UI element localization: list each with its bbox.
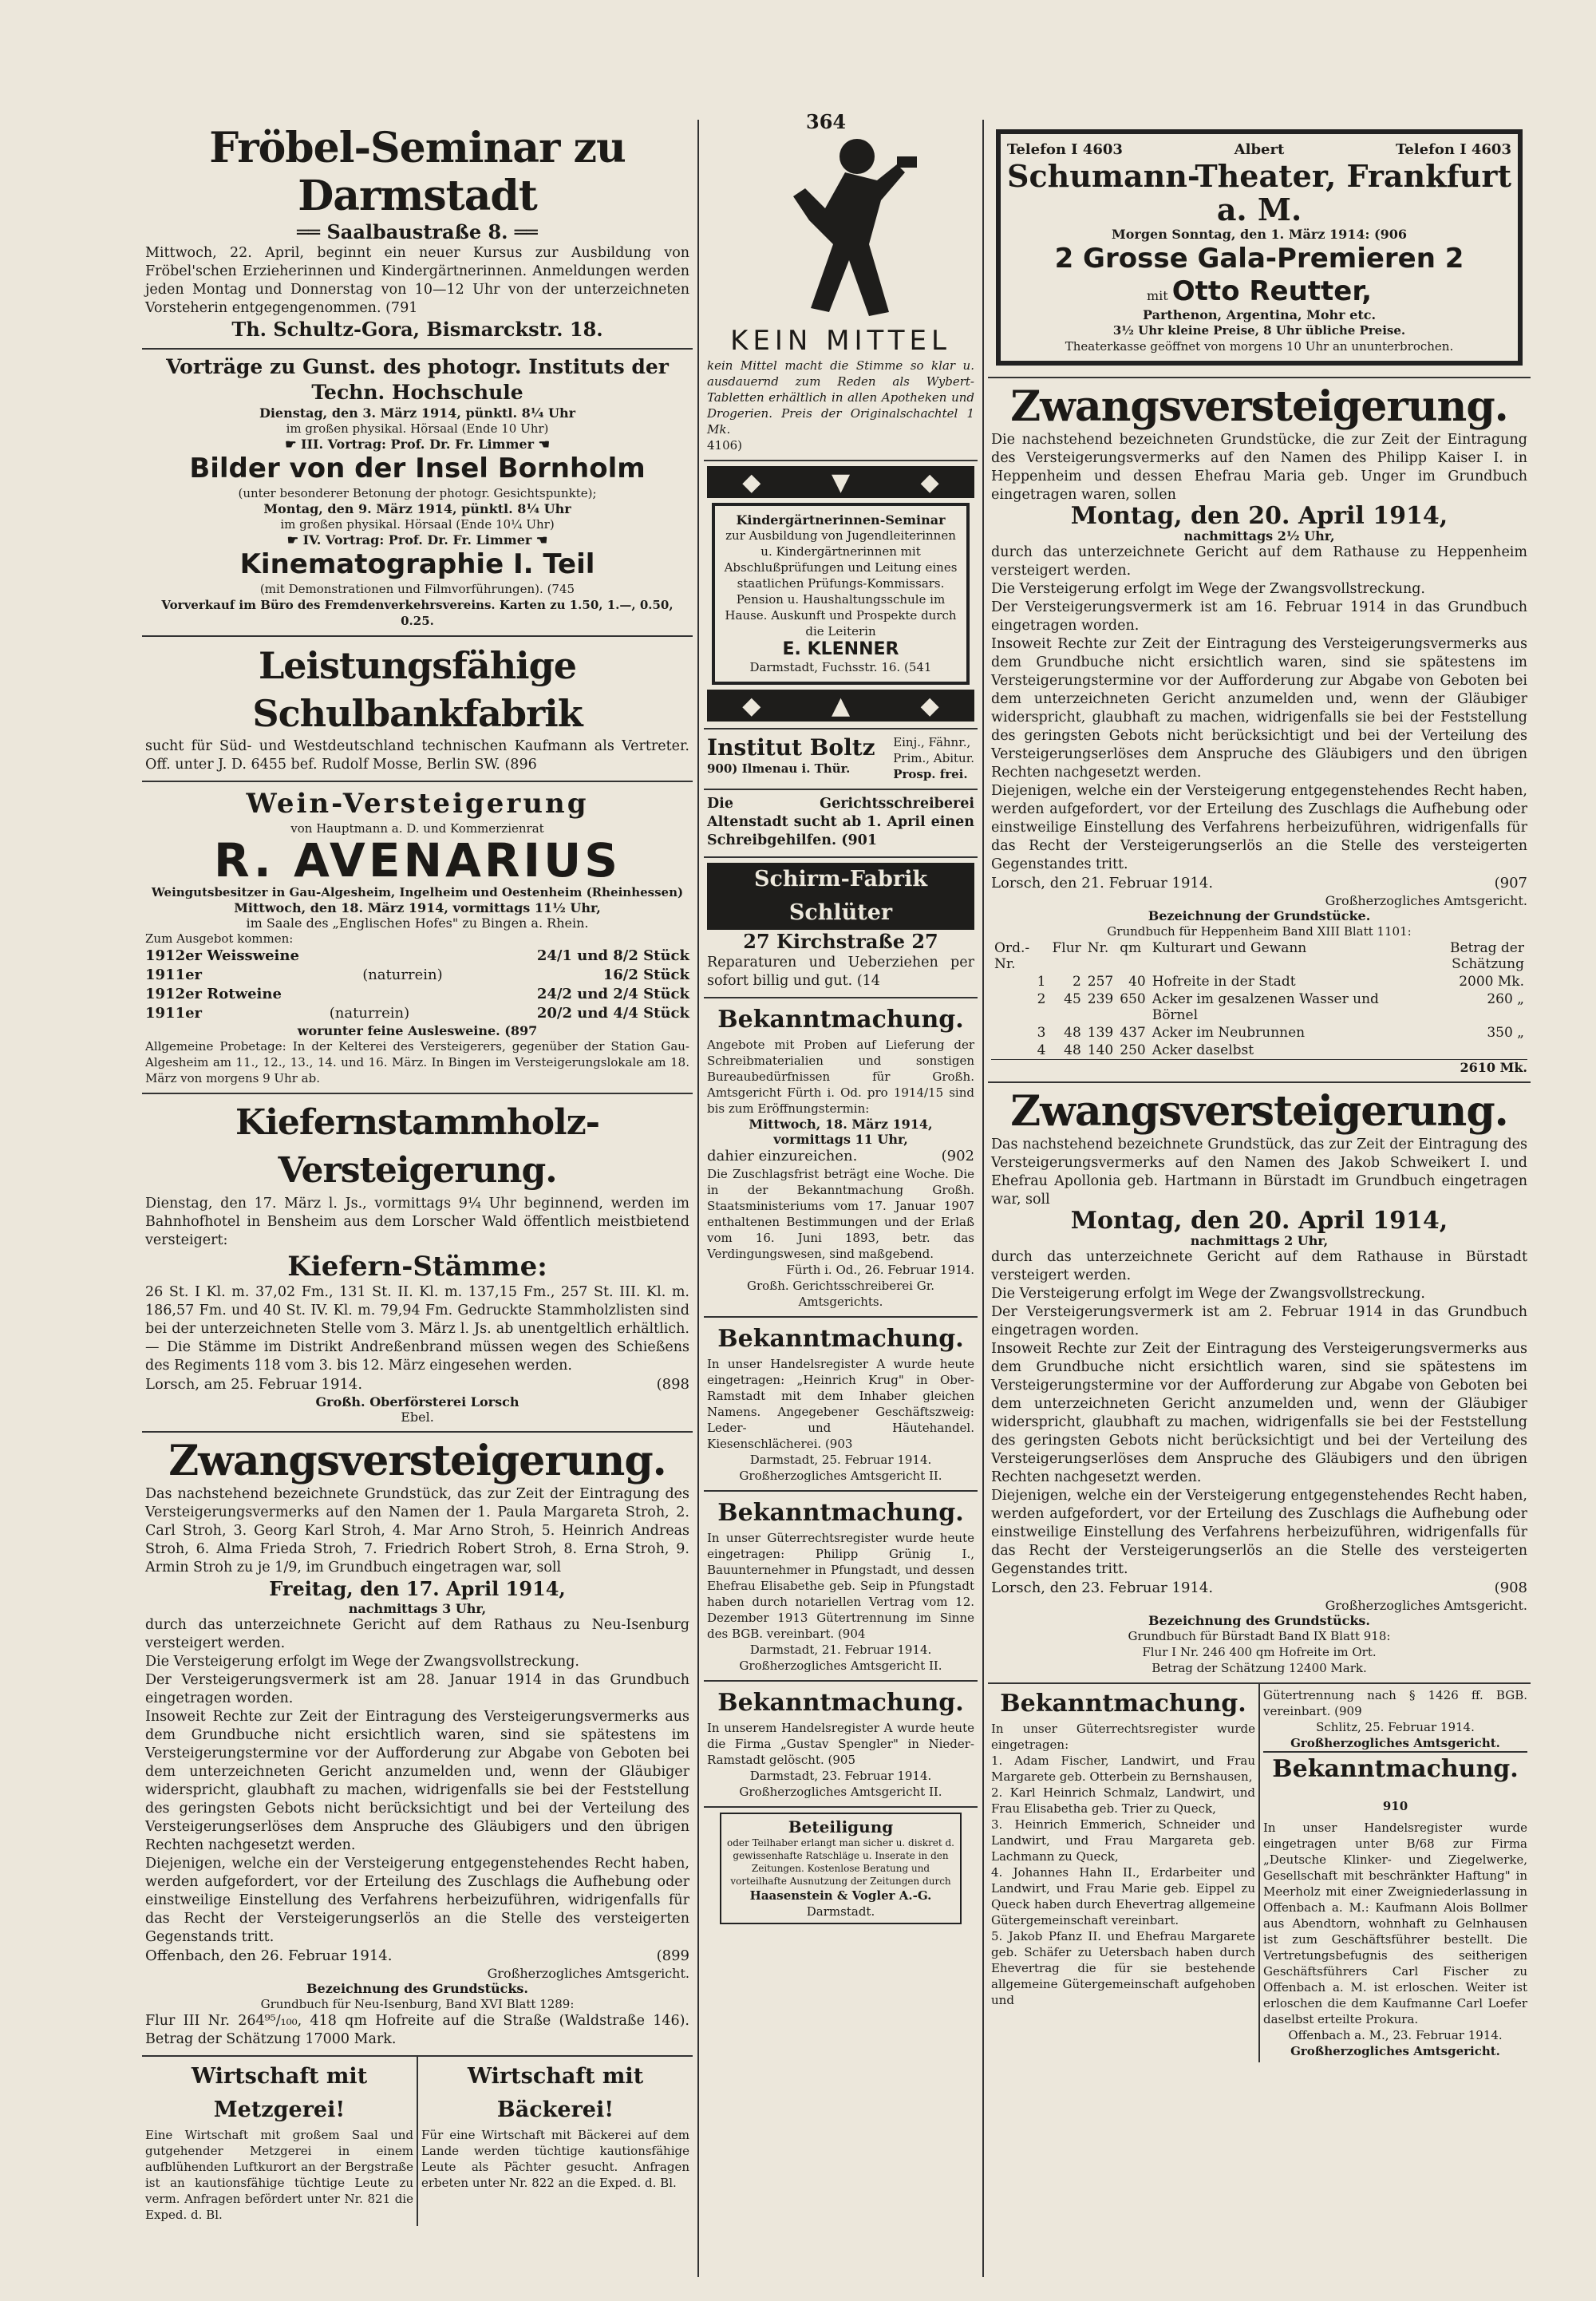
boltz-right: Einj., Fähnr., Prim., Abitur. Prosp. frei.	[893, 735, 974, 781]
zwang-body4: Der Versteigerungsvermerk ist am 28. Januar 1914 in das Grundbuch eingetragen worden.	[145, 1672, 689, 1706]
table-cell: 4	[1037, 1042, 1046, 1058]
kiefern-body2: 26 St. I Kl. m. 37,02 Fm., 131 St. II. Kl. m. 137,15 Fm., 257 St. III. Kl. m. 186,57 Fm. und 40 St. IV. Kl. m. 79,94 Fm. Gedruckte Stammholzlisten sind bei der unterzeichneten Stelle vom 3. März l. Js. ab unentgeltlich erhältlich. — Die Stämme im Distrikt Andreßenbrand müssen wegen des Schießens des Regiments 118 vom 3. bis 12. März eingesehen werden.	[145, 1284, 689, 1374]
column-rule-right	[982, 120, 984, 2277]
ad-beteiligung	[704, 1808, 978, 1929]
ornament-icon: ◆	[742, 468, 761, 496]
zwang-body2: durch das unterzeichnete Gericht auf dem Rathaus zu Neu-Isenburg versteigert werden.	[145, 1617, 689, 1651]
vortraege-presale: Vorverkauf im Büro des Fremdenverkehrsvereins. Karten zu 1.50, 1.—, 0.50, 0.25.	[161, 598, 674, 628]
ad-wirtschaft-baeckerei	[417, 2057, 693, 2226]
ad-kindergaertnerinnen	[704, 461, 978, 729]
zw1-table	[991, 939, 1527, 1059]
schulbank-body: sucht für Süd- und Westdeutschland technischen Kaufmann als Vertreter. Off. unter J. D. 6455 bef. Rudolf Mosse, Berlin SW. (896	[145, 738, 689, 773]
beteil-body: oder Teilhaber erlangt man sicher u. diskret d. gewissenhafte Ratschläge u. Inserate in den Zeitungen. Kostenlose Beratung und vorteilhafte Ausnutzung der Zeitungen durch	[727, 1837, 954, 1887]
schulbank-title: Leistungsfähige Schulbankfabrik	[252, 644, 583, 735]
boltz-loc: 900) Ilmenau i. Thür.	[707, 761, 851, 776]
ad-bekanntmachung-fuerth	[704, 998, 978, 1318]
wirt1-body: Eine Wirtschaft mit großem Saal und gutgehender Metzgerei in einem aufblühenden Luftkurort an der Bergstraße ist an kautionsfähige tüchtige Leute zu verm. Anfragen befördert unter Nr. 821 die Exped. d. Bl.	[145, 2128, 413, 2222]
kinder-box	[712, 503, 970, 685]
column-left	[142, 120, 693, 2226]
kinder-addr: Darmstadt, Fuchsstr. 16. (541	[749, 660, 932, 674]
zwang-desc-title: Bezeichnung des Grundstücks.	[306, 1981, 528, 1996]
zwang-title: Zwangsversteigerung.	[168, 1437, 666, 1485]
bek1-place: Fürth i. Od., 26. Februar 1914.	[786, 1263, 974, 1277]
table-cell: Acker daselbst	[1152, 1042, 1254, 1058]
zw2-title: Zwangsversteigerung.	[1010, 1087, 1508, 1136]
table-row	[991, 990, 1527, 1024]
zw2-time: nachmittags 2 Uhr,	[1190, 1233, 1329, 1248]
table-cell: 2000 Mk.	[1459, 974, 1524, 990]
ad-bekanntmachung-spengler	[704, 1682, 978, 1808]
schumann-kasse: Theaterkasse geöffnet von morgens 10 Uhr an ununterbrochen.	[1065, 339, 1454, 354]
vortraege-line4: im großen physikal. Hörsaal (Ende 10¼ Uhr)	[280, 517, 555, 532]
kiefern-title: Kiefernstammholz-Versteigerung.	[235, 1102, 600, 1191]
zw1-body2: durch das unterzeichnete Gericht auf dem Rathause zu Heppenheim versteigert werden.	[991, 544, 1527, 579]
zw1-body5: Insoweit Rechte zur Zeit der Eintragung des Versteigerungsvermerks aus dem Grundbuche nicht ersichtlich waren, sind sie spätestens im Versteigerungstermine vor der Aufforderung zur Abgabe von Geboten bei dem unterzeichneten Gericht anzumelden und, wenn der Gläubiger widerspricht, glaubhaft zu machen, widrigenfalls sie bei der Feststellung des geringsten Gebots nicht berücksichtigt und bei der Verteilung des Versteigerungserlöses dem Anspruche des Gläubigers und den übrigen Rechten nachgesetzt werden.	[991, 636, 1527, 781]
wein-item-qty: 16/2 Stück	[602, 967, 689, 983]
list-item: 4. Johannes Hahn II., Erdarbeiter und Landwirt, und Frau Marie geb. Eippel zu Queck haben durch Ehevertrag allgemeine Gütergemeinschaft vereinbart.	[991, 1865, 1255, 1927]
zw1-column-header: Betrag der Schätzung	[1449, 940, 1524, 972]
table-cell	[1389, 1042, 1527, 1059]
kinder-deco-bottom	[707, 690, 974, 722]
table-cell: Hofreite in der Stadt	[1152, 974, 1296, 990]
vortrag-4-note: (mit Demonstrationen und Filmvorführungen). (745	[259, 582, 575, 596]
bek1-body3: Die Zuschlagsfrist beträgt eine Woche. Die in der Bekanntmachung Großh. Staatsministeriums vom 17. Januar 1907 enthaltenen Bestimmungen und der Erlaß vom 16. Juni 1893, betr. das Verdingungswesen, sind maßgebend.	[707, 1167, 974, 1261]
bek-b-place: Schlitz, 25. Februar 1914.	[1316, 1720, 1475, 1734]
froebel-body: Mittwoch, 22. April, beginnt ein neuer Kursus zur Ausbildung von Fröbel'schen Erzieherinnen und Kindergärtnerinnen. Anmeldungen werden jeden Montag und Donnerstag von 10—12 Uhr von der unterzeichneten Vorsteherin entgegengenommen. (791	[145, 245, 689, 316]
ad-vortraege	[142, 350, 693, 637]
bek-a-title: Bekanntmachung.	[1000, 1690, 1246, 1718]
ads-wirtschaft	[142, 2057, 693, 2226]
page-number: 364	[806, 110, 847, 133]
ad-bekanntmachung-gueterrecht	[988, 1684, 1258, 2062]
zw1-title: Zwangsversteigerung.	[1010, 382, 1508, 431]
schumann-gala: 2 Grosse Gala-Premieren 2	[1054, 243, 1464, 275]
beteil-title: Beteiligung	[788, 1817, 894, 1836]
bek4-sign: Großherzogliches Amtsgericht II.	[739, 1785, 942, 1799]
kiefern-body1: Dienstag, den 17. März l. Js., vormittags 9¼ Uhr beginnend, werden im Bahnhofhotel in Bensheim aus dem Lorscher Wald öffentlich meistbietend versteigert:	[145, 1196, 689, 1248]
zw2-desc-title: Bezeichnung des Grundstücks.	[1148, 1613, 1370, 1628]
zwang-body6: Diejenigen, welche ein der Versteigerung entgegenstehendes Recht haben, werden aufgefordert, vor der Erteilung des Zuschlags die Aufhebung oder einstweilige Einstellung des Verfahrens herbeizuführen, widrigenfalls für das Recht der Versteigerungserlös an die Stelle des versteigerten Gegenstands tritt.	[145, 1856, 689, 1945]
zwang-place-row: Offenbach, den 26. Februar 1914. (899	[145, 1947, 689, 1964]
zwang-sign: Großherzogliches Amtsgericht.	[487, 1966, 689, 1981]
ads-bekanntmachung-right	[988, 1684, 1531, 2062]
zwang-desc1: Grundbuch für Neu-Isenburg, Band XVI Blatt 1289:	[260, 1997, 575, 2011]
zwang-desc2: Flur III Nr. 264⁹⁵/₁₀₀, 418 qm Hofreite auf die Straße (Waldstraße 146). Betrag der Schätzung 17000 Mark.	[145, 2013, 689, 2047]
table-cell: 45	[1064, 991, 1081, 1007]
column-rule-left	[697, 120, 699, 2277]
ad-gerichtsschreiberei	[704, 790, 978, 858]
ad-kiefern	[142, 1094, 693, 1433]
keinmittel-title: KEIN MITTEL	[730, 325, 951, 357]
ad-wein-versteigerung	[142, 782, 693, 1094]
table-cell: 3	[1037, 1025, 1046, 1041]
vortrag-3-speaker: ☛ III. Vortrag: Prof. Dr. Fr. Limmer ☚	[285, 437, 550, 452]
keinmittel-ref: 4106)	[707, 438, 743, 453]
beteil-firm: Haasenstein & Vogler A.-G.	[749, 1888, 932, 1903]
table-cell: 2	[1037, 991, 1046, 1007]
zw1-total: 2610 Mk.	[991, 1059, 1527, 1075]
bek2-place: Darmstadt, 25. Februar 1914.	[749, 1453, 932, 1467]
schirm-street: 27 Kirchstraße 27	[743, 930, 938, 953]
bek3-body: In unser Güterrechtsregister wurde heute eingetragen: Philipp Grünig I., Bauunternehmer in Pfungstadt, und dessen Ehefrau Elisabethe geb. Seip in Pfungstadt haben durch notariellen Vertrag vom 12. Dezember 1913 Gütertrennung im Sinne des BGB. vereinbart. (904	[707, 1531, 974, 1641]
bek3-title: Bekanntmachung.	[717, 1499, 964, 1527]
wirt2-title: Wirtschaft mit Bäckerei!	[467, 2064, 644, 2122]
ad-wirtschaft-metzgerei	[142, 2057, 417, 2226]
wirt1-title: Wirtschaft mit Metzgerei!	[191, 2064, 368, 2122]
ad-schirm-fabrik	[704, 858, 978, 998]
wein-venue: im Saale des „Englischen Hofes" zu Bingen a. Rhein.	[246, 915, 589, 931]
kinder-deco-top	[707, 466, 974, 498]
table-row	[991, 1042, 1527, 1059]
table-cell: 260 „	[1487, 991, 1524, 1007]
zw2-body6: Diejenigen, welche ein der Versteigerung entgegenstehendes Recht haben, werden aufgefordert, vor der Erteilung des Zuschlags die Aufhebung oder einstweilige Einstellung des Verfahrens herbeizuführen, widrigenfalls für das Recht der Versteigerungserlös an die Stelle des versteigerten Gegenstandes tritt.	[991, 1488, 1527, 1577]
wein-item-qty: 24/1 und 8/2 Stück	[536, 947, 689, 964]
speaker-figure-illustration	[707, 125, 974, 324]
zwang-body3: Die Versteigerung erfolgt im Wege der Zwangsvollstreckung.	[145, 1654, 579, 1670]
ad-bekanntmachung-gruenig	[704, 1492, 978, 1682]
zw1-body4: Der Versteigerungsvermerk ist am 16. Februar 1914 in das Grundbuch eingetragen worden.	[991, 599, 1527, 634]
froebel-sign: Th. Schultz-Gora, Bismarckstr. 18.	[231, 318, 603, 341]
zw2-desc1: Grundbuch für Bürstadt Band IX Blatt 918:	[1128, 1629, 1391, 1643]
kiefern-sign1: Großh. Oberförsterei Lorsch	[315, 1394, 519, 1409]
ornament-icon: ▲	[831, 691, 851, 720]
zwang-body5: Insoweit Rechte zur Zeit der Eintragung des Versteigerungsvermerks aus dem Grundbuche nicht ersichtlich waren, sind sie spätestens im Versteigerungstermine vor der Aufforderung zur Abgabe von Geboten bei dem unterzeichneten Gericht anzumelden und, wenn der Gläubiger widerspricht, glaubhaft zu machen, widrigenfalls sie bei der Feststellung des geringsten Gebots nicht berücksichtigt und bei der Verteilung des Versteigerungserlöses dem Anspruche des Gläubigers und den übrigen Rechten nachgesetzt werden.	[145, 1709, 689, 1853]
froebel-title: Fröbel-Seminar zu Darmstadt	[209, 124, 626, 220]
table-cell: Acker im gesalzenen Wasser und Börnel	[1152, 991, 1379, 1023]
schumann-box	[996, 129, 1523, 366]
zw2-body5: Insoweit Rechte zur Zeit der Eintragung des Versteigerungsvermerks aus dem Grundbuche nicht ersichtlich waren, sind sie spätestens im Versteigerungstermine vor der Aufforderung zur Abgabe von Geboten bei dem unterzeichneten Gericht anzumelden und, wenn der Gläubiger widerspricht, glaubhaft zu machen, widrigenfalls sie bei der Feststellung des geringsten Gebots nicht berücksichtigt und bei der Verteilung des Versteigerungserlöses dem Anspruche des Gläubigers und den übrigen Rechten nachgesetzt werden.	[991, 1341, 1527, 1485]
zwang-date: Freitag, den 17. April 1914,	[269, 1577, 566, 1600]
ad-zwangsversteigerung-kaiser	[988, 378, 1531, 1083]
bek-b-place2: Offenbach a. M., 23. Februar 1914.	[1288, 2028, 1503, 2042]
table-cell: 257	[1087, 974, 1114, 990]
schumann-top-row: Telefon I 4603 Albert Telefon I 4603	[1007, 141, 1511, 158]
zw1-desc1: Grundbuch für Heppenheim Band XIII Blatt 1101:	[1107, 924, 1412, 939]
schumann-title: Schumann-Theater, Frankfurt a. M.	[1007, 158, 1512, 227]
zwang-time: nachmittags 3 Uhr,	[348, 1601, 487, 1616]
ad-zwangsversteigerung-stroh	[142, 1433, 693, 2057]
kiefern-sub: Kiefern-Stämme:	[287, 1251, 547, 1283]
boltz-title: Institut Boltz	[707, 734, 875, 761]
table-cell: 48	[1064, 1042, 1081, 1058]
kiefern-sign2: Ebel.	[401, 1409, 434, 1425]
beteil-city: Darmstadt.	[806, 1904, 875, 1919]
ad-kein-mittel	[704, 120, 978, 461]
zw1-column-header: Ord.-Nr.	[994, 940, 1030, 972]
column-right	[988, 120, 1531, 2062]
ad-froebel-seminar	[142, 120, 693, 350]
zw1-time: nachmittags 2½ Uhr,	[1183, 528, 1335, 544]
vortrag-4-title: Kinematographie I. Teil	[239, 548, 595, 580]
wein-item-row	[145, 1004, 689, 1023]
ad-bekanntmachung-krug	[704, 1318, 978, 1492]
wein-item-note: (naturrein)	[329, 1005, 410, 1022]
wein-item-name: 1912er Rotweine	[145, 986, 282, 1002]
wein-item-name: 1911er	[145, 967, 203, 983]
bek-a-items	[991, 1753, 1255, 2008]
zw2-date: Montag, den 20. April 1914,	[1070, 1207, 1448, 1235]
zw1-table-body	[991, 973, 1527, 1059]
kinder-name: E. KLENNER	[782, 639, 899, 659]
zw1-column-header: Nr.	[1087, 940, 1109, 956]
schumann-star-line: mit Otto Reutter,	[1146, 275, 1373, 307]
zw1-column-header: qm	[1120, 940, 1142, 956]
keinmittel-body: kein Mittel macht die Stimme so klar u. ausdauernd zum Reden als Wybert-Tabletten erhältlich in allen Apotheken und Drogerien. Preis der Originalschachtel 1 Mk.	[707, 358, 974, 437]
schirm-title: Schirm-Fabrik Schlüter	[707, 863, 974, 930]
bek3-sign: Großherzogliches Amtsgericht II.	[739, 1659, 942, 1673]
ornament-icon: ◆	[920, 468, 939, 496]
zw2-desc3: Betrag der Schätzung 12400 Mark.	[1152, 1661, 1367, 1675]
bek2-title: Bekanntmachung.	[717, 1325, 964, 1353]
ad-zwangsversteigerung-schweikert	[988, 1083, 1531, 1684]
bek3-place: Darmstadt, 21. Februar 1914.	[749, 1643, 932, 1657]
bek4-title: Bekanntmachung.	[717, 1689, 964, 1717]
bek2-sign: Großherzogliches Amtsgericht II.	[739, 1469, 942, 1483]
table-cell: 2	[1072, 974, 1081, 990]
zw1-desc-title: Bezeichnung der Grundstücke.	[1148, 908, 1371, 923]
wirt2-body: Für eine Wirtschaft mit Bäckerei auf dem Lande werden tüchtige kautionsfähige Leute als Pächter gesucht. Anfragen erbeten unter Nr. 822 an die Exped. d. Bl.	[421, 2128, 689, 2190]
list-item: 3. Heinrich Emmerich, Schneider und Landwirt, und Frau Margareta geb. Lachmann zu Queck,	[991, 1817, 1255, 1864]
zwang-body1: Das nachstehend bezeichnete Grundstück, das zur Zeit der Eintragung des Versteigerungsvermerks auf den Namen der 1. Paula Margareta Stroh, 2. Carl Stroh, 3. Georg Karl Stroh, 4. Mar Arno Stroh, 5. Heinrich Andreas Stroh, 6. Alma Frieda Stroh, 7. Friedrich Robert Stroh, 8. Erna Stroh, 9. Armin Stroh zu je 1/9, im Grundbuch eingetragen war, soll	[145, 1486, 689, 1576]
bek-b-body: In unser Handelsregister wurde eingetragen unter B/68 zur Firma „Deutsche Klinker- und Ziegelwerke, Gesellschaft mit beschränkter Haftung" in Meerholz mit einer Zweigniederlassung in Offenbach a. M.: Kaufmann Alois Bollmer aus Abendtorn, wohnhaft zu Gelnhausen ist zum Geschäftsführer bestellt. Die Vertretungsbefugnis des seitherigen Geschäftsführers Carl Fischer zu Offenbach a. M. ist erloschen. Weiter ist erloschen die dem Kaufmanne Carl Loefer daselbst erteilte Prokura.	[1263, 1821, 1527, 2026]
ad-schumann-theater	[988, 120, 1531, 378]
vortraege-line3: Montag, den 9. März 1914, pünktl. 8¼ Uhr	[263, 501, 571, 516]
froebel-street: ══ Saalbaustraße 8. ══	[297, 220, 538, 243]
wein-item-name: 1912er Weissweine	[145, 947, 299, 964]
zw2-body3: Die Versteigerung erfolgt im Wege der Zwangsvollstreckung.	[991, 1286, 1425, 1302]
kinder-title: Kindergärtnerinnen-Seminar	[736, 512, 946, 528]
table-cell: 139	[1087, 1025, 1114, 1041]
bek-b-sign: Großherzogliches Amtsgericht.	[1263, 1735, 1527, 1753]
bek-b-title: Bekanntmachung. 910	[1272, 1755, 1519, 1813]
wein-item-qty: 24/2 und 2/4 Stück	[536, 986, 689, 1002]
vortrag-4-speaker: ☛ IV. Vortrag: Prof. Dr. Fr. Limmer ☚	[286, 532, 548, 548]
schumann-acts: Parthenon, Argentina, Mohr etc.	[1142, 307, 1377, 322]
ad-schulbankfabrik	[142, 637, 693, 782]
zw1-sign: Großherzogliches Amtsgericht.	[1325, 893, 1527, 908]
wein-name: R. AVENARIUS	[214, 833, 621, 888]
zw2-body2: durch das unterzeichnete Gericht auf dem Rathause in Bürstadt versteigert werden.	[991, 1249, 1527, 1283]
zw1-place-row: Lorsch, den 21. Februar 1914. (907	[991, 875, 1527, 892]
wein-place: Weingutsbesitzer in Gau-Algesheim, Ingelheim und Oestenheim (Rheinhessen)	[151, 885, 684, 899]
table-cell: 350 „	[1487, 1025, 1524, 1041]
zw1-date: Montag, den 20. April 1914,	[1070, 502, 1448, 530]
pointing-hand-icon: ☚	[534, 437, 550, 452]
vortrag-3-note: (unter besonderer Betonung der photogr. Gesichtspunkte);	[238, 486, 597, 500]
zw2-body4: Der Versteigerungsvermerk ist am 2. Februar 1914 in das Grundbuch eingetragen worden.	[991, 1304, 1527, 1338]
table-cell: 40	[1128, 974, 1146, 990]
wein-sub: von Hauptmann a. D. und Kommerzienrat	[290, 821, 544, 836]
zw2-body1: Das nachstehend bezeichnete Grundstück, das zur Zeit der Eintragung des Versteigerungsvermerks auf den Namen des Jakob Schweikert I. und Ehefrau Apollonia geb. Hartmann in Bürstadt im Grundbuch eingetragen war, soll	[991, 1137, 1527, 1208]
wein-probe: Allgemeine Probetage: In der Kelterei des Versteigerers, gegenüber der Station Gau-Algesheim am 11., 12., 13., 14. und 16. März. In Bingen im Versteigerungslokale am 18. März von morgens 9 Uhr ab.	[145, 1039, 689, 1085]
table-row	[991, 973, 1527, 990]
zw1-column-header: Flur	[1052, 940, 1081, 956]
ornament-icon: ▼	[831, 468, 851, 496]
gericht-body: Die Gerichtsschreiberei Altenstadt sucht ab 1. April einen Schreibgehilfen. (901	[707, 796, 974, 848]
wein-title: Wein-Versteigerung	[246, 788, 589, 820]
wein-item-row	[145, 966, 689, 985]
table-cell: 1	[1037, 974, 1046, 990]
schumann-time: 3½ Uhr kleine Preise, 8 Uhr übliche Preise.	[1112, 323, 1406, 338]
list-item: 1. Adam Fischer, Landwirt, und Frau Margarete geb. Otterbein zu Bernshausen,	[991, 1753, 1255, 1784]
bek-a-intro: In unser Güterrechtsregister wurde eingetragen:	[991, 1722, 1255, 1752]
kiefern-place-row: Lorsch, am 25. Februar 1914. (898	[145, 1376, 689, 1393]
schumann-date: Morgen Sonntag, den 1. März 1914: (906	[1112, 227, 1407, 242]
table-row	[991, 1024, 1527, 1042]
list-item: 2. Karl Heinrich Schmalz, Landwirt, und Frau Elisabetha geb. Trier zu Queck,	[991, 1785, 1255, 1816]
table-cell: 650	[1120, 991, 1146, 1007]
table-cell: 437	[1120, 1025, 1146, 1041]
kinder-body: zur Ausbildung von Jugendleiterinnen u. Kindergärtnerinnen mit Abschlußprüfungen und Leitung eines staatlichen Prüfungs-Kommissars. Pension u. Haushaltungsschule im Hause. Auskunft und Prospekte durch die Leiterin	[724, 528, 958, 639]
pointing-hand-icon: ☛	[286, 532, 303, 548]
zw2-place-row: Lorsch, den 23. Februar 1914. (908	[991, 1579, 1527, 1596]
table-cell: 48	[1064, 1025, 1081, 1041]
bek1-body2-row: dahier einzureichen. (902	[707, 1148, 974, 1164]
pointing-hand-icon: ☚	[531, 532, 548, 548]
wein-item-note: (naturrein)	[362, 967, 443, 983]
bek1-time: vormittags 11 Uhr,	[773, 1132, 908, 1147]
table-cell: 140	[1087, 1042, 1114, 1058]
bek4-place: Darmstadt, 23. Februar 1914.	[749, 1769, 932, 1783]
bek1-sign: Großh. Gerichtsschreiberei Gr. Amtsgerichts.	[747, 1279, 934, 1309]
vortraege-title: Vorträge zu Gunst. des photogr. Instituts der Techn. Hochschule	[166, 355, 669, 404]
vortraege-line2: im großen physikal. Hörsaal (Ende 10 Uhr)	[286, 421, 549, 436]
wein-item-qty: 20/2 und 4/4 Stück	[536, 1005, 689, 1022]
zw2-desc2: Flur I Nr. 246 400 qm Hofreite im Ort.	[1142, 1645, 1377, 1659]
column-middle	[704, 120, 978, 1929]
bek2-body: In unser Handelsregister A wurde heute eingetragen: „Heinrich Krug" in Ober-Ramstadt mit dem Inhaber gleichen Namens. Angegebener Geschäftszweig: Leder- und Häutehandel. Kiesenschlächerei. (903	[707, 1357, 974, 1451]
zw1-body3: Die Versteigerung erfolgt im Wege der Zwangsvollstreckung.	[991, 581, 1425, 597]
wein-date: Mittwoch, den 18. März 1914, vormittags 11½ Uhr,	[234, 900, 601, 915]
zw1-table-header	[991, 939, 1527, 973]
bek-b-top: Gütertrennung nach § 1426 ff. BGB. vereinbart. (909	[1263, 1688, 1527, 1718]
bek1-date: Mittwoch, 18. März 1914,	[749, 1117, 933, 1132]
wein-offer: Zum Ausgebot kommen:	[145, 931, 294, 946]
vortrag-3-title: Bilder von der Insel Bornholm	[189, 453, 646, 484]
wein-item-row	[145, 947, 689, 966]
ornament-icon: ◆	[920, 691, 939, 720]
pointing-hand-icon: ☛	[285, 437, 301, 452]
bek1-body1: Angebote mit Proben auf Lieferung der Schreibmaterialien und sonstigen Bureaubedürfnissen für Großh. Amtsgericht Fürth i. Od. pro 1914/15 sind bis zum Eröffnungstermin:	[707, 1038, 974, 1116]
table-cell: 250	[1120, 1042, 1146, 1058]
ornament-icon: ◆	[742, 691, 761, 720]
list-item: 5. Jakob Pfanz II. und Ehefrau Margarete geb. Schäfer zu Uetersbach haben durch Ehevertrag die für sie bestehende allgemeine Gütergemeinschaft aufgehoben und	[991, 1929, 1255, 2007]
zw1-body6: Diejenigen, welche ein der Versteigerung entgegenstehendes Recht haben, werden aufgefordert, vor der Erteilung des Zuschlags die Aufhebung oder einstweilige Einstellung des Verfahrens herbeizuführen, widrigenfalls für das Recht der Versteigerungserlös an die Stelle des versteigerten Gegenstandes tritt.	[991, 783, 1527, 872]
wein-select: worunter feine Auslesweine. (897	[297, 1023, 538, 1038]
ad-institut-boltz	[704, 729, 978, 790]
wein-items	[145, 947, 689, 1023]
table-cell: Acker im Neubrunnen	[1152, 1025, 1306, 1041]
bek-b-sign2: Großherzogliches Amtsgericht.	[1290, 2044, 1500, 2058]
bek1-title: Bekanntmachung.	[717, 1006, 964, 1034]
bek4-body: In unserem Handelsregister A wurde heute die Firma „Gustav Spengler" in Nieder-Ramstadt gelöscht. (905	[707, 1721, 974, 1767]
table-cell: 239	[1087, 991, 1114, 1007]
zw1-body1: Die nachstehend bezeichneten Grundstücke, die zur Zeit der Eintragung des Versteigerungsvermerks auf den Namen des Philipp Kaiser I. in Heppenheim und dessen Ehefrau Maria geb. Unger im Grundbuch eingetragen waren, sollen	[991, 432, 1527, 503]
wein-item-row	[145, 985, 689, 1004]
zw1-column-header: Kulturart und Gewann	[1152, 940, 1307, 956]
ad-bekanntmachung-handelsregister	[1258, 1684, 1531, 2062]
zw2-sign: Großherzogliches Amtsgericht.	[1325, 1598, 1527, 1613]
wein-item-name: 1911er	[145, 1005, 203, 1022]
vortraege-line1: Dienstag, den 3. März 1914, pünktl. 8¼ Uhr	[259, 405, 576, 421]
schirm-body: Reparaturen und Ueberziehen per sofort billig und gut. (14	[707, 955, 974, 989]
bek-b-side-ref: 910	[1382, 1799, 1408, 1813]
